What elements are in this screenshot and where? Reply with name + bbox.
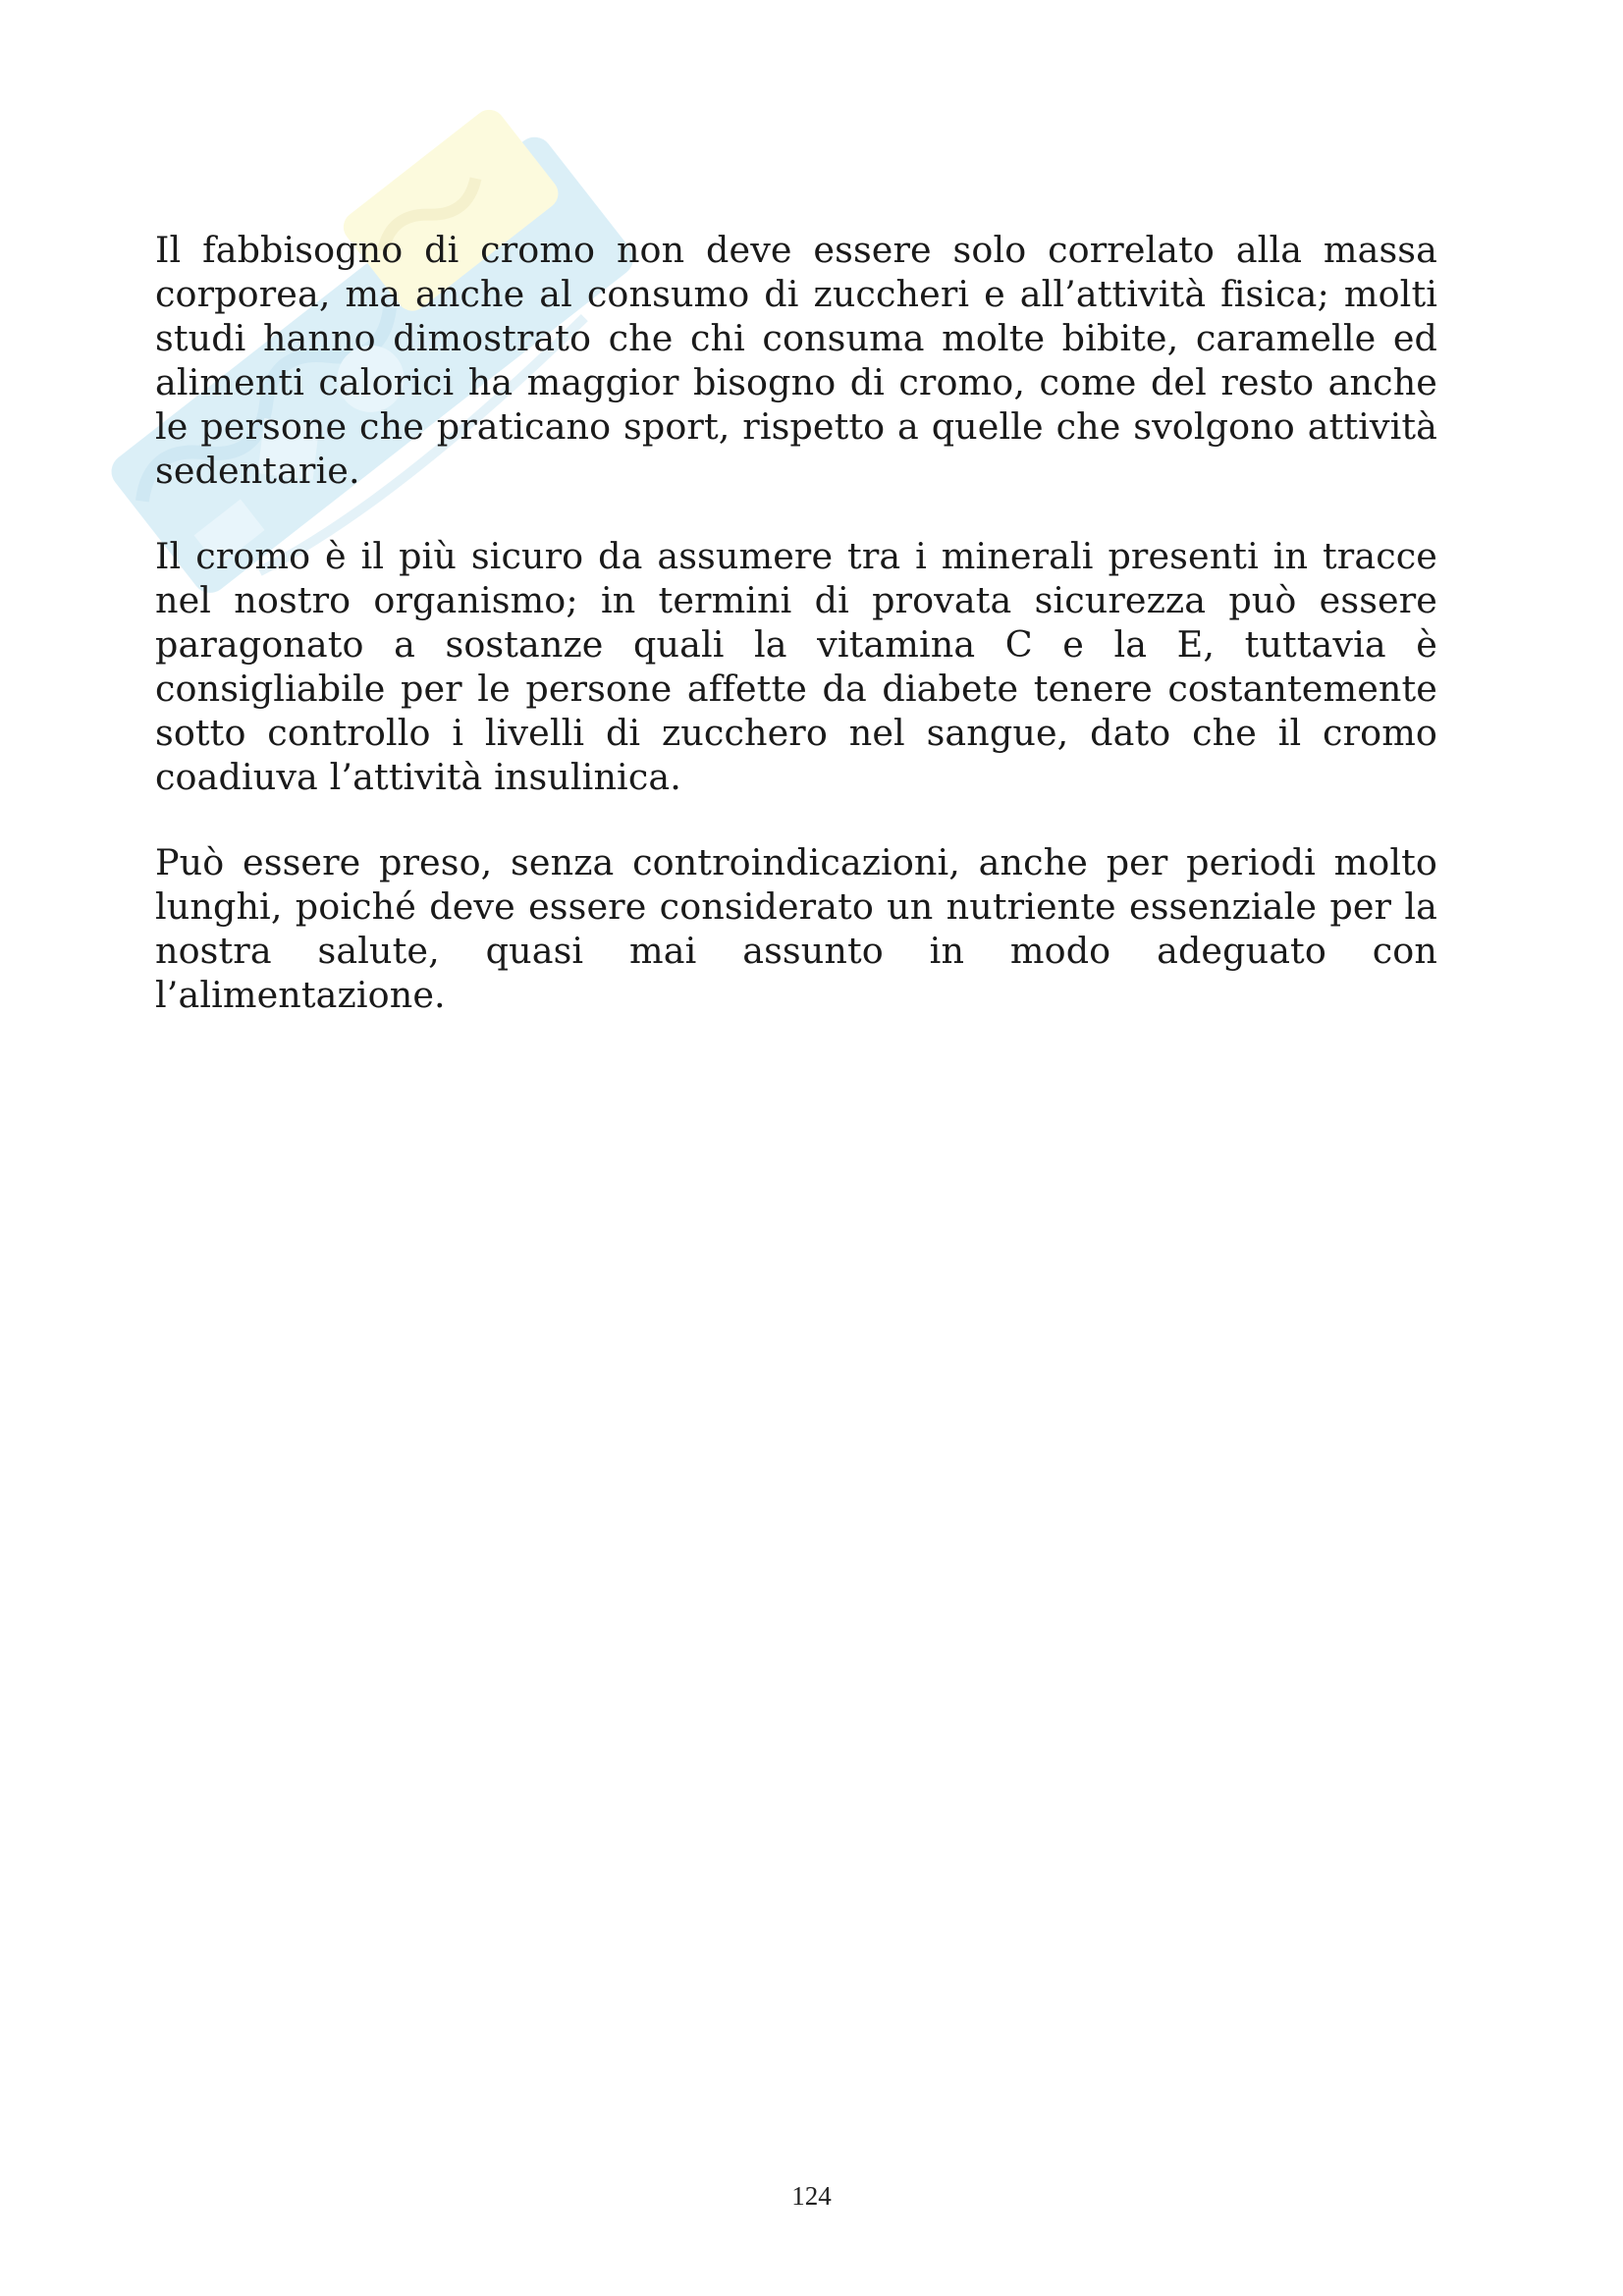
- page-number: 124: [791, 2181, 832, 2211]
- document-body: [155, 228, 1437, 1058]
- paragraph-chromium-requirement: Il fabbisogno di cromo non deve essere solo correlato alla massa corporea, ma anche al consumo di zuccheri e all’attività fisica; molti studi hanno dimostrato che chi consuma molte bibite, caramelle ed alimenti calorici ha maggior bisogno di cromo, come del resto anche le persone che praticano sport, rispetto a quelle che svolgono attività sedentarie.: [155, 229, 1437, 492]
- paragraph-chromium-safety: Il cromo è il più sicuro da assumere tra i minerali presenti in tracce nel nostro organismo; in termini di provata sicurezza può essere paragonato a sostanze quali la vitamina C e la E, tuttavia è consigliabile per le persone affette da diabete tenere costantemente sotto controllo i livelli di zucchero nel sangue, dato che il cromo coadiuva l’attività insulinica.: [155, 535, 1437, 798]
- paragraph-long-term-use: Può essere preso, senza controindicazioni, anche per periodi molto lunghi, poiché deve essere considerato un nutriente essenziale per la nostra salute, quasi mai assunto in modo adeguato con l’alimentazione.: [155, 841, 1437, 1016]
